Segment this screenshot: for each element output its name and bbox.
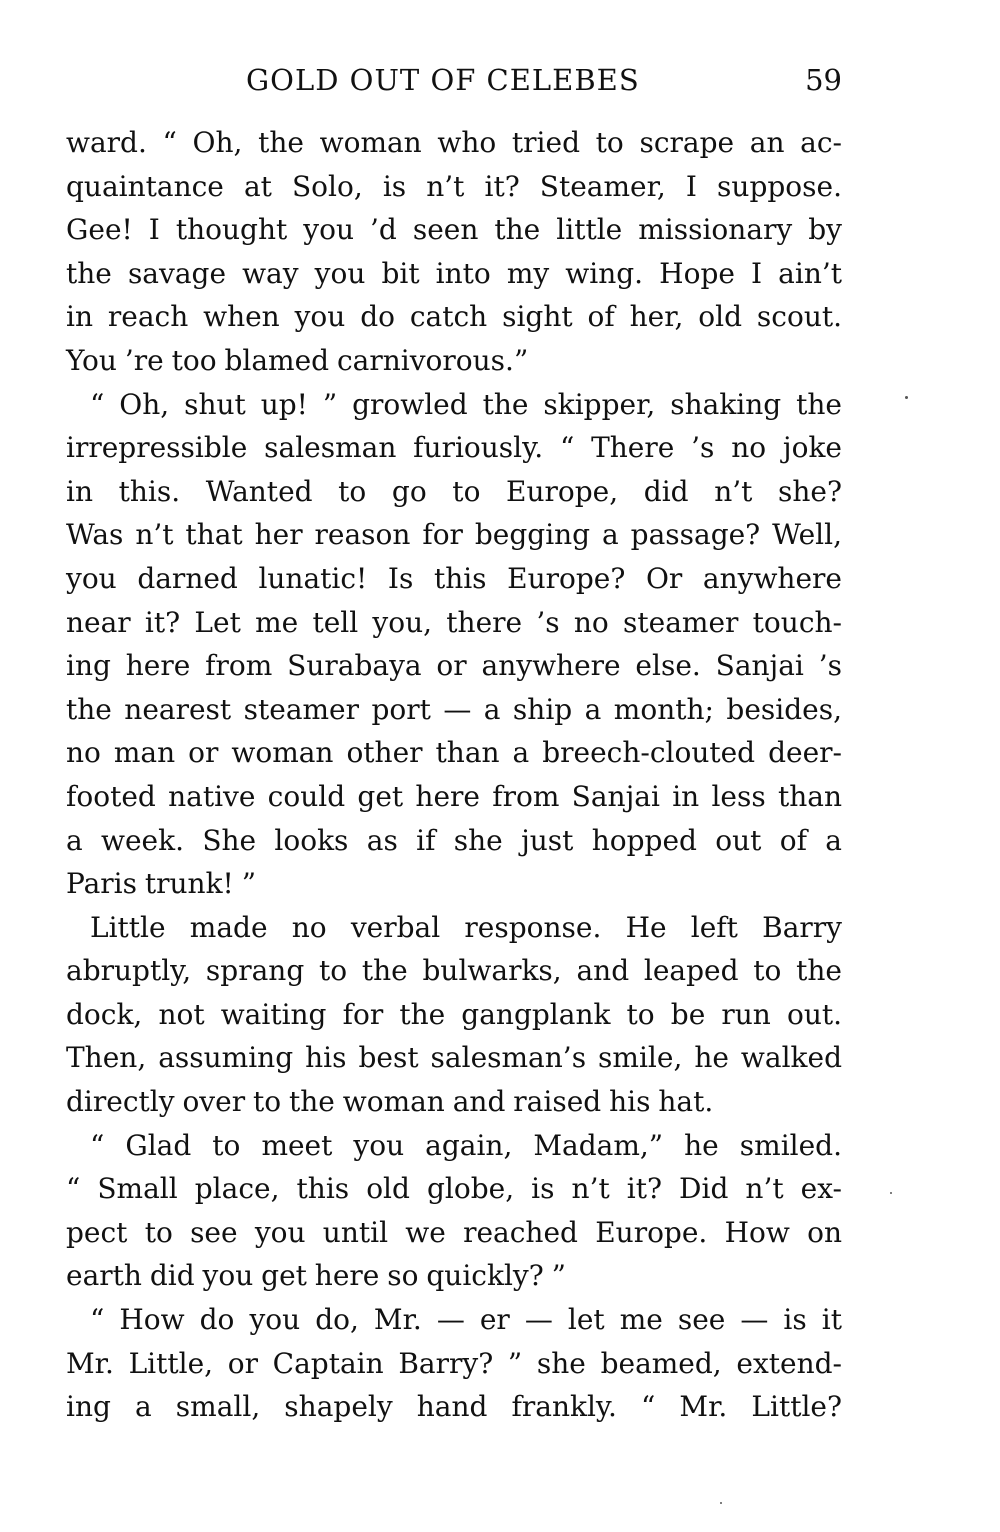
text-line: “ Oh, shut up! ” growled the skipper, shaking the: [90, 387, 842, 421]
scan-speck: [720, 1502, 722, 1504]
text-line: earth did you get here so quickly? ”: [66, 1259, 566, 1293]
scan-speck: [905, 396, 908, 399]
page-number: 59: [805, 63, 842, 97]
text-line: irrepressible salesman furiously. “ There ’s no joke: [66, 431, 842, 465]
text-line: directly over to the woman and raised his hat.: [66, 1085, 714, 1119]
text-line: ward. “ Oh, the woman who tried to scrape an ac-: [66, 126, 842, 159]
text-line: the savage way you bit into my wing. Hope I ain’t: [66, 256, 842, 290]
text-line: “ How do you do, Mr. — er — let me see — is it: [90, 1303, 842, 1337]
text-line: Paris trunk! ”: [66, 867, 257, 901]
text-line: in this. Wanted to go to Europe, did n’t she?: [66, 474, 842, 508]
text-line: “ Small place, this old globe, is n’t it? Did n’t ex-: [66, 1172, 842, 1206]
text-line: “ Glad to meet you again, Madam,” he smiled.: [90, 1128, 842, 1162]
text-line: no man or woman other than a breech-clouted deer-: [66, 736, 842, 770]
text-line: Gee! I thought you ’d seen the little missionary by: [66, 213, 842, 247]
running-title: GOLD OUT OF CELEBES: [246, 63, 640, 97]
text-line: footed native could get here from Sanjai in less than: [66, 779, 842, 813]
page-header: [66, 58, 842, 102]
text-line: Was n’t that her reason for begging a passage? Well,: [66, 518, 842, 552]
text-line: you darned lunatic! Is this Europe? Or anywhere: [66, 561, 842, 595]
scan-speck: [890, 1192, 892, 1194]
text-line: in reach when you do catch sight of her, old scout.: [66, 300, 842, 334]
text-line: the nearest steamer port — a ship a month; besides,: [66, 692, 842, 726]
text-line: a week. She looks as if she just hopped out of a: [66, 823, 842, 857]
text-line: Then, assuming his best salesman’s smile, he walked: [66, 1041, 842, 1075]
text-line: quaintance at Solo, is n’t it? Steamer, I suppose.: [66, 169, 842, 203]
text-line: Little made no verbal response. He left Barry: [90, 910, 842, 944]
text-line: pect to see you until we reached Europe. How on: [66, 1215, 842, 1249]
text-line: ing a small, shapely hand frankly. “ Mr. Little?: [66, 1390, 842, 1424]
text-line: abruptly, sprang to the bulwarks, and leaped to the: [66, 954, 842, 988]
body-text: [66, 121, 842, 1429]
text-line: You ’re too blamed carnivorous.”: [66, 343, 529, 377]
text-line: near it? Let me tell you, there ’s no steamer touch-: [66, 605, 842, 639]
text-line: Mr. Little, or Captain Barry? ” she beamed, extend-: [66, 1346, 842, 1380]
text-line: ing here from Surabaya or anywhere else. Sanjai ’s: [66, 649, 842, 683]
text-line: dock, not waiting for the gangplank to be run out.: [66, 997, 842, 1031]
